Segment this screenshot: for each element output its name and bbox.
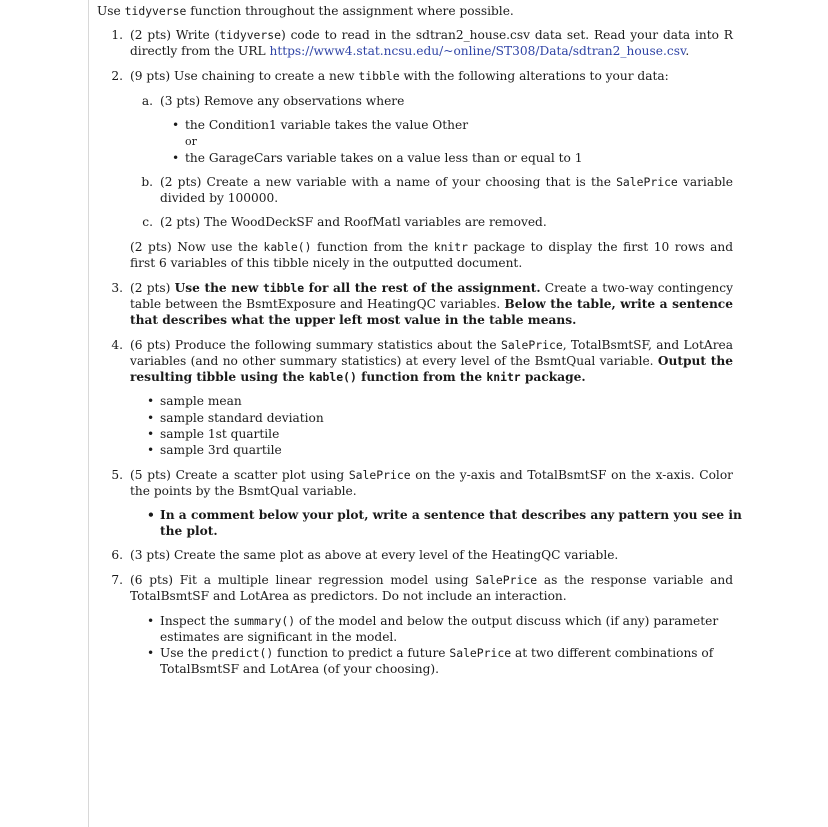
q2b-l1-post: variable divided bbox=[160, 175, 733, 206]
q3-l1-pre: (2 pts) bbox=[130, 281, 175, 295]
intro-text-post: function throughout the assignment where possible. bbox=[186, 4, 514, 18]
q2-kable-code1: kable() bbox=[263, 240, 312, 254]
q4-bullet-q1: • sample 1st quartile bbox=[160, 426, 279, 442]
q3-l2-bold: Below the table, write a sentence bbox=[504, 297, 733, 312]
q7-b2-code2: SalePrice bbox=[449, 646, 512, 660]
q4-l3-code1: kable() bbox=[308, 370, 357, 385]
q4-l1-pre: (6 pts) Produce the following summary statistics about the bbox=[130, 338, 501, 352]
q1-l2-pre: directly from the URL bbox=[130, 44, 270, 59]
q4-l2-pre: variables (and no other summary statistics) at every level of the BsmtQual variable. bbox=[130, 354, 658, 369]
q5-bullet-l1: In a comment below your plot, write a sentence that describes any pattern you see in bbox=[160, 508, 742, 522]
q7-number: 7. bbox=[111, 573, 123, 587]
q7-b2-mid: function to predict a future bbox=[273, 646, 450, 660]
q7-bullet-predict bbox=[160, 645, 713, 661]
q7-l2: and LotArea as predictors. Do not include an interaction. bbox=[212, 589, 567, 604]
q4-l1-post: , TotalBsmtSF, and LotArea bbox=[562, 338, 733, 352]
q4-l3-mid: function from the bbox=[356, 370, 487, 385]
q2a-bullet-condition1: • the Condition1 variable takes the value Other bbox=[185, 117, 468, 133]
q5-bullet-l2: the plot. bbox=[160, 524, 218, 538]
q2-l1-code: tibble bbox=[358, 69, 400, 83]
q7-b2-code: predict() bbox=[211, 646, 274, 660]
q3-l3-bold: that describes what the upper left most value in the table means. bbox=[130, 313, 577, 328]
q6-number: 6. bbox=[111, 548, 123, 562]
q2-kable-pre: (2 pts) Now use the bbox=[130, 240, 264, 254]
q5-l1-code: SalePrice bbox=[348, 468, 411, 482]
q7-text bbox=[130, 572, 733, 604]
q2b-number: b. bbox=[141, 175, 153, 189]
q2b-l1-pre: (2 pts) Create a new variable with a name of your choosing that is the bbox=[160, 175, 617, 189]
q5-number: 5. bbox=[111, 468, 123, 482]
q3-bold-code: tibble bbox=[262, 281, 305, 295]
q3-l2-pre: table between the BsmtExposure and HeatingQC variables. bbox=[130, 297, 505, 312]
q4-bullet-mean: • sample mean bbox=[160, 393, 242, 409]
q2-kable-mid: function from the bbox=[311, 240, 434, 254]
q2-kable-l2: variables of this tibble nicely in the outputted document. bbox=[170, 256, 523, 271]
q7-b1-pre: Inspect the bbox=[160, 614, 234, 628]
intro-text-pre: Use bbox=[97, 4, 125, 18]
q3-number: 3. bbox=[111, 281, 123, 295]
q2-text bbox=[130, 68, 669, 84]
q1-text bbox=[130, 27, 733, 59]
q4-l3-code2: knitr bbox=[486, 370, 521, 385]
q3-l1-post: Create a two-way contingency bbox=[540, 281, 733, 295]
q2-number: 2. bbox=[111, 69, 123, 83]
q3-text bbox=[130, 280, 733, 329]
q7-bullet-summary bbox=[160, 613, 718, 629]
q2b-l2: by 100000. bbox=[209, 191, 279, 206]
q1-number: 1. bbox=[111, 28, 123, 42]
q4-l2-bold: Output the bbox=[657, 354, 734, 369]
q2-kable-code2: knitr bbox=[433, 240, 469, 254]
intro-code: tidyverse bbox=[124, 4, 187, 18]
q4-number: 4. bbox=[111, 338, 123, 352]
q5-text bbox=[130, 467, 733, 499]
q4-l3-pre: resulting tibble using the bbox=[130, 370, 309, 385]
q2b-text bbox=[160, 174, 733, 206]
q3-bold-lead bbox=[175, 281, 541, 295]
q4-text bbox=[130, 337, 733, 386]
q4-l1-code: SalePrice bbox=[500, 338, 563, 352]
q2a-number: a. bbox=[141, 94, 153, 108]
q7-l1-code: SalePrice bbox=[475, 573, 538, 587]
q2-l1-pre: (9 pts) Use chaining to create a new bbox=[130, 69, 359, 83]
q2a-text: (3 pts) Remove any observations where bbox=[160, 94, 405, 108]
q2-kable-post: package to display the first 10 rows and first 6 bbox=[130, 240, 733, 271]
q4-l3-bold bbox=[130, 370, 586, 384]
q7-b1-code: summary() bbox=[233, 614, 296, 628]
q2b-l1-code: SalePrice bbox=[616, 175, 678, 189]
q7-l1-pre: (6 pts) Fit a multiple linear regression model using bbox=[130, 573, 476, 587]
data-url-link[interactable]: https://www4.stat.ncsu.edu/~online/ST308/Data/sdtran2_house.csv bbox=[269, 44, 686, 59]
q1-l1-code: tidyverse bbox=[219, 28, 281, 42]
q2-kable-text bbox=[130, 239, 733, 271]
q7-b2-post: at two different combinations of bbox=[511, 646, 714, 660]
intro-line bbox=[97, 3, 514, 19]
q5-l1-post: on the y-axis and TotalBsmtSF on the x-axis. Color the bbox=[130, 468, 733, 499]
q4-bullet-sd: • sample standard deviation bbox=[160, 410, 324, 426]
q4-bullet-q3: • sample 3rd quartile bbox=[160, 442, 282, 458]
q1-l2-post: . bbox=[685, 44, 690, 59]
q7-b2-l2: TotalBsmtSF and LotArea (of your choosing). bbox=[160, 662, 440, 676]
q1-l1-post: ) code to read in the sdtran2_house.csv data set. Read your data into R bbox=[281, 28, 733, 42]
q1-l1-pre: (2 pts) Write ( bbox=[130, 28, 220, 42]
q2-l1-post: with the following alterations to your data: bbox=[399, 69, 669, 83]
q2a-or: or bbox=[185, 135, 197, 148]
q7-b1-post: of the model and below the output discuss which (if any) parameter bbox=[295, 614, 719, 628]
q3-bold-post: for all the rest of the assignment. bbox=[304, 281, 541, 295]
q7-b1-l2: estimates are significant in the model. bbox=[160, 630, 398, 644]
q5-l2: points by the BsmtQual variable. bbox=[153, 484, 357, 499]
q5-bullet-comment bbox=[160, 507, 742, 523]
q3-bold-pre: Use the new bbox=[174, 281, 263, 295]
q2c-number: c. bbox=[142, 215, 153, 229]
q2c-text: (2 pts) The WoodDeckSF and RoofMatl variables are removed. bbox=[160, 215, 547, 229]
q6-text: (3 pts) Create the same plot as above at every level of the HeatingQC variable. bbox=[130, 548, 619, 562]
q7-l1-post: as the response variable and TotalBsmtSF bbox=[130, 573, 733, 604]
q4-l3-post: package. bbox=[520, 370, 586, 385]
q5-l1-pre: (5 pts) Create a scatter plot using bbox=[130, 468, 349, 482]
page-edge-divider bbox=[88, 0, 89, 827]
q2a-bullet-garagecars: • the GarageCars variable takes on a value less than or equal to 1 bbox=[185, 150, 583, 166]
q7-b2-pre: Use the bbox=[160, 646, 212, 660]
